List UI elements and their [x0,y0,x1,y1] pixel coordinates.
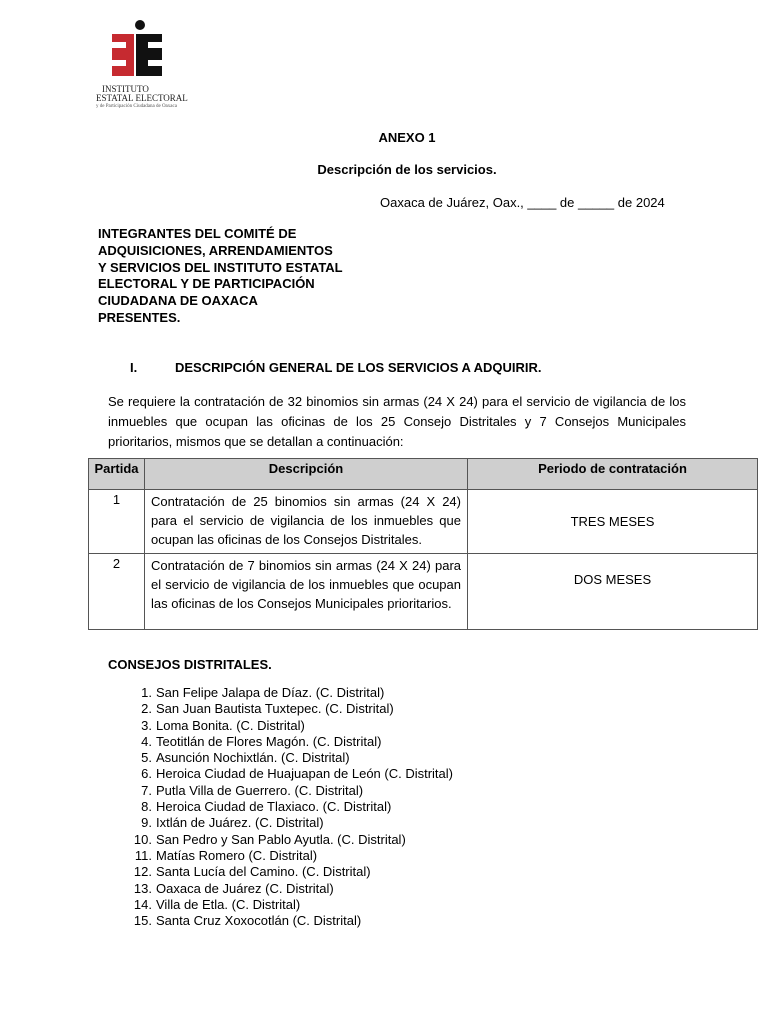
services-table [88,458,758,630]
list-item [130,718,453,734]
list-number: 7. [141,782,152,798]
list-item [130,766,453,782]
header-partida: Partida [89,459,145,490]
section-heading [130,360,541,375]
list-text: Matías Romero (C. Distrital) [156,847,318,863]
header-periodo: Periodo de contratación [468,459,758,490]
list-number: 5. [141,750,152,766]
list-text: Putla Villa de Guerrero. (C. Distrital) [156,782,364,798]
section-number: I. [130,360,138,375]
list-item [130,913,453,929]
addressee-line: ELECTORAL Y DE PARTICIPACIÓN [98,276,315,292]
cell-partida: 1 [89,490,145,554]
list-item [130,799,453,815]
list-number: 10. [133,831,152,847]
list-number: 8. [141,799,152,815]
list-item [130,783,453,799]
list-text: San Pedro y San Pablo Ayutla. (C. Distrital) [156,831,406,847]
addressee-line: ADQUISICIONES, ARRENDAMIENTOS [98,242,333,258]
addressee-line: CIUDADANA DE OAXACA [98,293,258,309]
list-item [130,685,453,701]
list-text: Santa Cruz Xoxocotlán (C. Distrital) [156,913,362,929]
list-text: Santa Lucía del Camino. (C. Distrital) [156,864,371,880]
section-title: DESCRIPCIÓN GENERAL DE LOS SERVICIOS A ADQUIRIR. [175,360,542,375]
list-item [130,750,453,766]
list-item [130,734,453,750]
institute-logo [96,20,186,114]
list-item [130,864,453,880]
list-text: Heroica Ciudad de Tlaxiaco. (C. Distrital) [156,799,392,815]
logo-text-line-1: INSTITUTO [102,84,149,94]
cell-periodo: DOS MESES [468,554,758,630]
list-text: Teotitlán de Flores Magón. (C. Distrital) [156,733,382,749]
list-number: 1. [141,685,152,700]
header-descripcion: Descripción [145,459,468,490]
addressee-line: PRESENTES. [98,309,181,325]
list-number: 2. [141,701,152,717]
logo-text-line-2: ESTATAL ELECTORAL [96,93,188,103]
annex-title: ANEXO 1 [378,130,436,145]
list-number: 4. [141,733,152,749]
table-row [89,490,758,554]
list-item [130,897,453,913]
list-text: Oaxaca de Juárez (C. Distrital) [156,880,334,896]
councils-list [130,685,453,929]
addressee-line: Y SERVICIOS DEL INSTITUTO ESTATAL [98,259,343,275]
list-number: 14. [133,896,152,912]
list-number: 15. [133,913,152,929]
list-number: 13. [133,880,152,896]
document-subtitle: Descripción de los servicios. [317,162,497,177]
list-text: San Juan Bautista Tuxtepec. (C. Distrital) [156,701,394,717]
list-text: Heroica Ciudad de Huajuapan de León (C. Distrital) [156,766,453,782]
list-number: 11. [134,847,152,863]
cell-partida: 2 [89,554,145,630]
cell-descripcion: Contratación de 25 binomios sin armas (24 X 24) para el servicio de vigilancia de los inmuebles que ocupan las oficinas de los Consejos Distritales. [145,490,468,554]
list-text: Villa de Etla. (C. Distrital) [156,896,301,912]
section-paragraph: Se requiere la contratación de 32 binomios sin armas (24 X 24) para el servicio de vigilancia de los inmuebles que ocupan las oficinas de los 25 Consejo Distritales y 7 Consejos Municipales prioritarios, mismos que se detallan a continuación: [108,394,686,449]
list-text: Ixtlán de Juárez. (C. Distrital) [156,815,324,831]
list-number: 9. [141,815,152,831]
list-text: Asunción Nochixtlán. (C. Distrital) [156,750,350,766]
list-number: 3. [141,717,152,733]
iee-logo-mark-icon [112,20,162,78]
list-number: 12. [133,864,152,880]
addressee-block [98,226,398,327]
list-item [130,815,453,831]
councils-heading: CONSEJOS DISTRITALES. [108,657,272,672]
addressee-line: INTEGRANTES DEL COMITÉ DE [98,226,297,241]
place-date-line: Oaxaca de Juárez, Oax., ____ de _____ de 2024 [380,195,665,210]
list-item [130,881,453,897]
list-item [130,832,453,848]
list-item [130,701,453,717]
cell-periodo: TRES MESES [468,490,758,554]
list-number: 6. [141,766,152,782]
cell-descripcion: Contratación de 7 binomios sin armas (24 X 24) para el servicio de vigilancia de los inmuebles que ocupan las oficinas de los Consejos Municipales prioritarios. [145,554,468,630]
table-header-row [89,459,758,490]
list-text: San Felipe Jalapa de Díaz. (C. Distrital) [156,685,385,700]
table-row [89,554,758,630]
logo-text-line-3: y de Participación Ciudadana de Oaxaca [96,104,177,109]
list-text: Loma Bonita. (C. Distrital) [156,717,305,733]
list-item [130,848,453,864]
